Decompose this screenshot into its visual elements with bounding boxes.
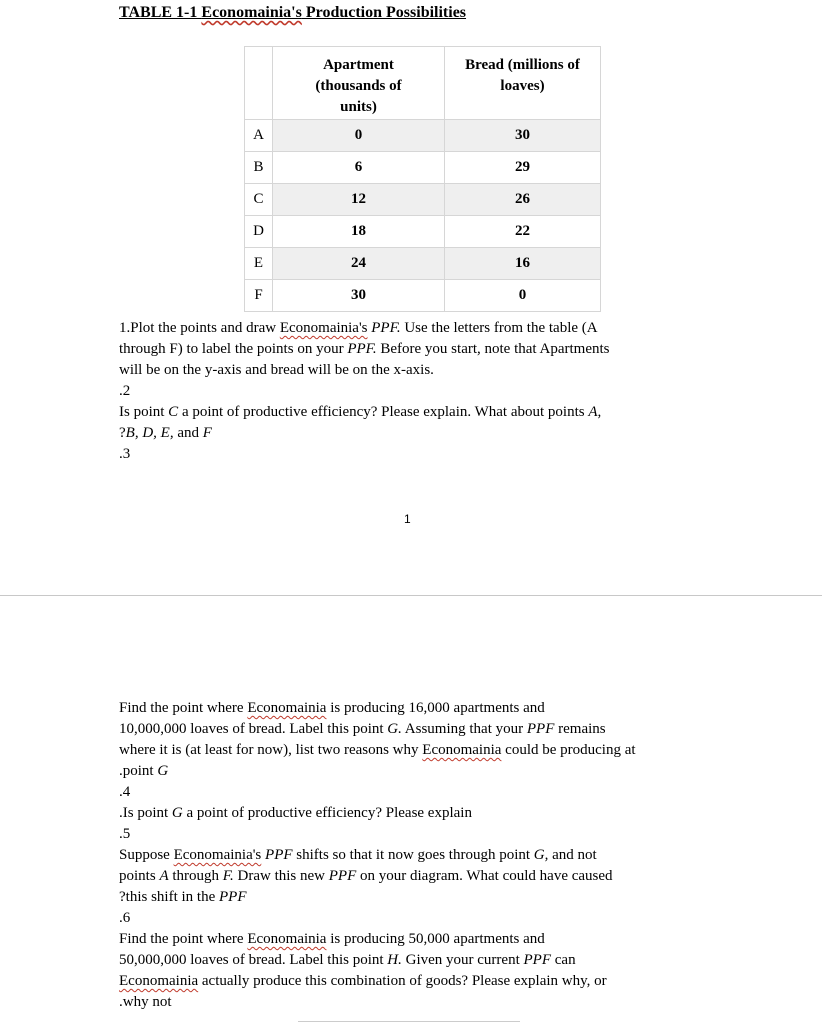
text-italic: G. [387, 721, 402, 737]
text: Suppose [119, 847, 174, 863]
bottom-divider [298, 1021, 520, 1022]
question-5-line [119, 887, 247, 908]
text: Find the point where [119, 700, 248, 716]
country-name: Economainia's [173, 847, 262, 863]
question-3-line [119, 698, 545, 719]
text: could be producing at [501, 742, 636, 758]
country-name: Economainia [119, 973, 199, 989]
bread-value: 29 [445, 152, 601, 184]
country-name: Economainia [422, 742, 502, 758]
text-italic: PPF. [347, 341, 377, 357]
text: 10,000,000 loaves of bread. Label this point [119, 721, 388, 737]
question-number-6: .6 [119, 910, 131, 926]
text: a point of productive efficiency? Please explain. What about points [178, 404, 589, 420]
question-5-line [119, 866, 613, 887]
text: Is point [119, 404, 169, 420]
bread-header-line: loaves) [500, 78, 545, 94]
page-break-divider [0, 595, 822, 596]
text-italic: G [171, 805, 183, 821]
country-name: Economainia [247, 931, 327, 947]
apartment-value: 18 [273, 216, 445, 248]
text: .Is point [119, 805, 172, 821]
text: and not [548, 847, 597, 863]
question-4-line [119, 803, 472, 824]
text-italic: H. [387, 952, 402, 968]
apartment-header [273, 47, 445, 120]
text: is producing 16,000 apartments and [326, 700, 545, 716]
bread-value: 26 [445, 184, 601, 216]
title-prefix: TABLE 1-1 [119, 4, 202, 21]
bread-value: 16 [445, 248, 601, 280]
text: Given your current [401, 952, 524, 968]
title-suffix: Production Possibilities [301, 4, 467, 21]
corner-cell [245, 47, 273, 120]
text-italic: PPF [523, 952, 552, 968]
text-italic: F [202, 425, 212, 441]
row-label: D [245, 216, 273, 248]
apartment-value: 6 [273, 152, 445, 184]
text: Use the letters from the table (A [400, 320, 598, 336]
text: 1.Plot the points and draw [119, 320, 280, 336]
text: is producing 50,000 apartments and [326, 931, 545, 947]
text: actually produce this combination of goods? Please explain why, or [198, 973, 607, 989]
text: where it is (at least for now), list two reasons why [119, 742, 423, 758]
question-1-line [119, 339, 609, 360]
table-row [245, 216, 601, 248]
text: on your diagram. What could have caused [356, 868, 613, 884]
bread-header [445, 47, 601, 120]
text: Assuming that your [401, 721, 527, 737]
text-italic: A [159, 868, 169, 884]
text: a point of productive efficiency? Please explain [182, 805, 472, 821]
row-label: F [245, 280, 273, 312]
table-title [119, 4, 466, 22]
table-row [245, 152, 601, 184]
question-3-line [119, 761, 168, 782]
bread-header-line: Bread (millions of [465, 57, 580, 73]
text: shifts so that it now goes through point [292, 847, 534, 863]
text-italic: PPF [265, 847, 293, 863]
table-row [245, 120, 601, 152]
apartment-header-line: units) [340, 99, 377, 115]
row-label: E [245, 248, 273, 280]
question-6-line [119, 950, 576, 971]
title-name: Economainia's [201, 4, 302, 21]
text-italic: G [157, 763, 169, 779]
question-2-line [119, 423, 212, 444]
question-6-line [119, 929, 545, 950]
text: points [119, 868, 160, 884]
question-number-4: .4 [119, 784, 131, 800]
country-name: Economainia [247, 700, 327, 716]
question-3-line [119, 740, 636, 761]
text: ? [119, 425, 126, 441]
row-label: C [245, 184, 273, 216]
question-number-5: .5 [119, 826, 131, 842]
question-1-line [119, 318, 598, 339]
question-number-3: .3 [119, 446, 131, 462]
text-italic: PPF [328, 868, 357, 884]
text: through [168, 868, 223, 884]
text: through F) to label the points on your [119, 341, 348, 357]
apartment-header-line: Apartment [323, 57, 394, 73]
question-number-2: .2 [119, 383, 131, 399]
bread-value: 0 [445, 280, 601, 312]
text: 50,000,000 loaves of bread. Label this point [119, 952, 388, 968]
bread-value: 22 [445, 216, 601, 248]
text: Draw this new [233, 868, 329, 884]
table-row [245, 248, 601, 280]
row-label: A [245, 120, 273, 152]
text-italic: F. [222, 868, 234, 884]
page-number: 1 [404, 512, 411, 526]
question-1-line: will be on the y-axis and bread will be on the x-axis. [119, 362, 434, 378]
table-header-row [245, 47, 601, 120]
production-table [244, 46, 601, 312]
question-2-line [119, 402, 601, 423]
bread-value: 30 [445, 120, 601, 152]
text-italic: PPF [219, 889, 247, 905]
text: and [173, 425, 203, 441]
text: Find the point where [119, 931, 248, 947]
question-6-line: .why not [119, 994, 172, 1010]
table-row [245, 184, 601, 216]
text: can [551, 952, 576, 968]
text-italic: B, D, E, [125, 425, 174, 441]
text: ?this shift in the [119, 889, 219, 905]
text-italic: G, [533, 847, 549, 863]
apartment-value: 30 [273, 280, 445, 312]
text-italic: A, [588, 404, 602, 420]
row-label: B [245, 152, 273, 184]
text-italic: C [168, 404, 179, 420]
question-3-line [119, 719, 606, 740]
apartment-value: 12 [273, 184, 445, 216]
country-name: Economainia's [279, 320, 368, 336]
text-italic: PPF [526, 721, 555, 737]
table-row [245, 280, 601, 312]
apartment-value: 0 [273, 120, 445, 152]
apartment-header-line: (thousands of [315, 78, 402, 94]
apartment-value: 24 [273, 248, 445, 280]
text-italic: PPF. [367, 320, 401, 336]
question-5-line [119, 845, 597, 866]
question-6-line [119, 971, 607, 992]
text: remains [554, 721, 606, 737]
text: Before you start, note that Apartments [376, 341, 610, 357]
text: .point [119, 763, 158, 779]
